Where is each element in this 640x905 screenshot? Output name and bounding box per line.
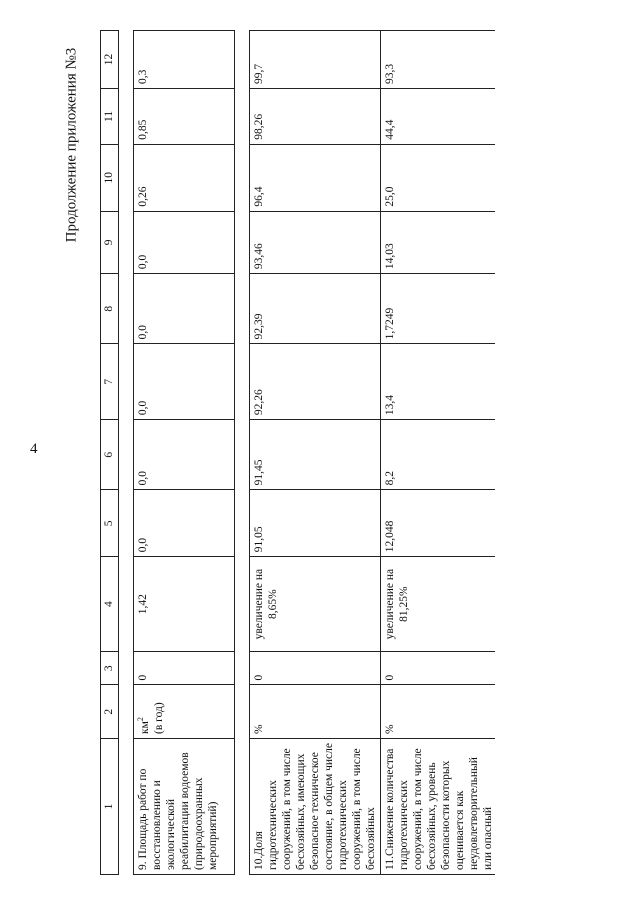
value-cell: 91,05 [250, 490, 381, 557]
appendix-title-text: Продолжение приложения №3 [63, 47, 80, 243]
table-row [381, 31, 495, 875]
value-cell: 0,3 [134, 31, 235, 89]
value-cell: 91,45 [250, 420, 381, 490]
value-cell: 1,7249 [381, 274, 495, 344]
value-cell: 93,46 [250, 211, 381, 273]
value-cell: 0 [250, 652, 381, 685]
value-cell: 93,3 [381, 31, 495, 89]
table-row [250, 31, 381, 875]
unit: км [138, 721, 151, 734]
indicator-name: 10.Доля гидротехнических сооружений, в том числе бесхозяйных, имеющих безопасное техническое состояние, в общем числе гидротехнических сооружений, в том числе бесхозяйных [250, 738, 381, 874]
indicators-table [100, 30, 495, 875]
header-cell: 12 [101, 31, 119, 89]
value-cell: 0,0 [134, 420, 235, 490]
header-cell: 9 [101, 211, 119, 273]
value-cell: 0,26 [134, 144, 235, 211]
value-cell: 92,39 [250, 274, 381, 344]
value-cell: 0,0 [134, 344, 235, 420]
unit-cell: % [381, 685, 495, 739]
value-cell: 0 [381, 652, 495, 685]
spacer-row [119, 31, 134, 875]
header-cell: 2 [101, 685, 119, 739]
value-cell: 99,7 [250, 31, 381, 89]
value-cell: 25,0 [381, 144, 495, 211]
header-cell: 10 [101, 144, 119, 211]
unit-note: (в год) [152, 702, 165, 734]
header-row [101, 31, 119, 875]
value-cell: 0,0 [134, 211, 235, 273]
header-cell: 6 [101, 420, 119, 490]
header-cell: 7 [101, 344, 119, 420]
value-cell: 44,4 [381, 89, 495, 145]
value-cell: увеличение на 8,65% [250, 557, 381, 652]
spacer-cell [235, 31, 250, 875]
header-cell: 3 [101, 652, 119, 685]
data-table-container [100, 30, 495, 875]
value-cell: 0,0 [134, 490, 235, 557]
value-cell: 0 [134, 652, 235, 685]
header-cell: 5 [101, 490, 119, 557]
header-cell: 4 [101, 557, 119, 652]
value-cell: увеличение на 81,25% [381, 557, 495, 652]
spacer-row [235, 31, 250, 875]
header-cell: 1 [101, 738, 119, 874]
unit-cell [134, 685, 235, 739]
value-cell: 12,048 [381, 490, 495, 557]
value-cell: 8,2 [381, 420, 495, 490]
spacer-cell [119, 31, 134, 875]
value-cell: 0,85 [134, 89, 235, 145]
value-cell: 96,4 [250, 144, 381, 211]
value-cell: 14,03 [381, 211, 495, 273]
indicator-name: 11.Снижение количества гидротехнических сооружений, в том числе бесхозяйных, уровень безопасности которых оценивается как неудовлетворительный или опасный [381, 738, 495, 874]
value-cell: 0,0 [134, 274, 235, 344]
unit-superscript: 2 [136, 717, 145, 722]
value-cell: 1,42 [134, 557, 235, 652]
header-cell: 11 [101, 89, 119, 145]
page-number: 4 [30, 441, 38, 457]
indicator-name: 9. Площадь работ по восстановлению и экологической реабилитации водоемов (природоохранных мероприятий) [134, 738, 235, 874]
table-row [134, 31, 235, 875]
unit-cell: % [250, 685, 381, 739]
value-cell: 92,26 [250, 344, 381, 420]
value-cell: 13,4 [381, 344, 495, 420]
value-cell: 98,26 [250, 89, 381, 145]
header-cell: 8 [101, 274, 119, 344]
